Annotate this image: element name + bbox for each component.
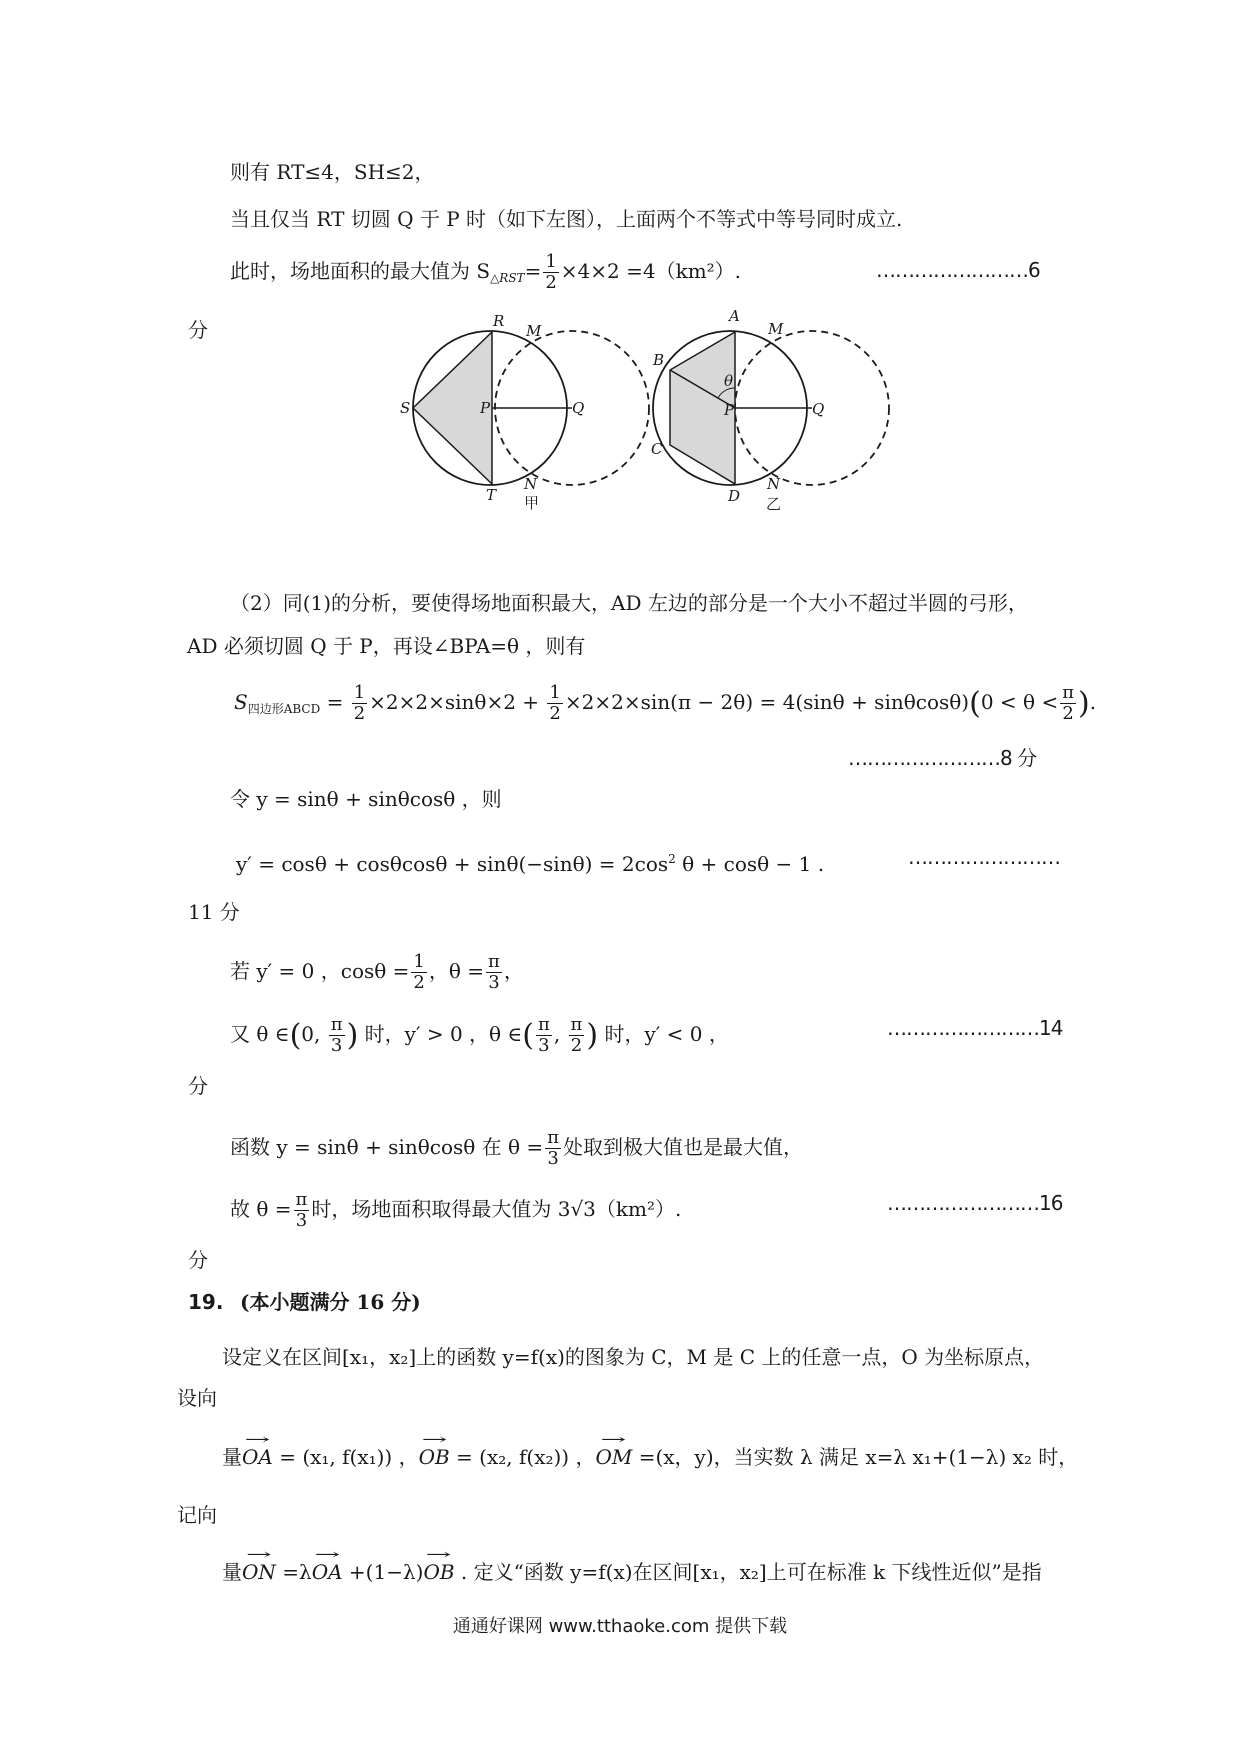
fraction-den: 2 (413, 972, 425, 993)
caption-yi: 乙 (766, 495, 782, 513)
formula-seg: 量 (222, 1560, 242, 1584)
formula-seg: 0, (301, 1022, 327, 1046)
label-c: C (651, 440, 663, 458)
page-footer: 通通好课网 www.tthaoke.com 提供下载 (452, 1616, 788, 1637)
subscript: △RST (490, 271, 525, 285)
score-label: 分 (188, 1248, 208, 1272)
label-r: R (493, 312, 505, 330)
formula-seg: 时，场地面积取得最大值为 3√3（km²）. (311, 1197, 682, 1221)
fraction-num: π (570, 1014, 583, 1035)
paren: ) (346, 1018, 359, 1053)
fraction-num: π (1062, 682, 1075, 703)
formula-seg: 0 < θ < (980, 690, 1059, 714)
text-line-1: 则有 RT≤4，SH≤2， (230, 160, 435, 184)
formula-seg: ×2×2×sin(π − 2θ) = 4(sinθ + sinθcosθ) (564, 690, 970, 714)
figure-left (400, 312, 649, 512)
fraction-half (352, 683, 367, 724)
label-s: S (400, 399, 411, 417)
fraction-den: 3 (330, 1035, 343, 1056)
fraction-den: 2 (353, 703, 366, 724)
figure-right (651, 307, 889, 513)
q19-line-1: 设定义在区间[x₁，x₂]上的函数 y=f(x)的图象为 C，M 是 C 上的任意一点，O 为坐标原点， (222, 1345, 1045, 1369)
text-seg: ×4×2 =4（km²）. (560, 259, 742, 283)
geometry-figure (400, 300, 920, 525)
formula-seg: ，θ = (428, 959, 485, 983)
score-dots-11: …………………… (908, 845, 1060, 869)
formula-seg: +(1−λ) (342, 1560, 424, 1584)
let-line: 令 y = sinθ + sinθcosθ ，则 (230, 787, 502, 811)
formula-seg: ， (503, 959, 524, 983)
label-m: M (768, 320, 784, 338)
paren: ) (1078, 686, 1090, 721)
fraction-num: π (537, 1014, 550, 1035)
label-m: M (526, 322, 542, 340)
fraction-pi-3 (486, 952, 502, 993)
label-n: N (767, 475, 781, 493)
label-b: B (653, 351, 665, 369)
function-line (230, 1128, 803, 1169)
q19-line-3 (222, 1443, 1078, 1471)
fraction-den: 3 (488, 972, 500, 993)
question-title: (本小题满分 16 分) (240, 1290, 421, 1314)
formula-seg: 函数 y = sinθ + sinθcosθ 在 θ = (230, 1135, 544, 1159)
fraction-den: 3 (547, 1148, 559, 1169)
part2-line-1: （2）同(1)的分析，要使得场地面积最大，AD 左边的部分是一个大小不超过半圆的弓形， (230, 591, 1028, 615)
formula-seg: 故 θ = (230, 1197, 292, 1221)
formula-seg: 时，y′ > 0 ，θ ∈ (358, 1022, 523, 1046)
formula-seg: . (1089, 690, 1097, 714)
text-seg: 此时，场地面积的最大值为 S (230, 259, 491, 283)
formula-seg: 又 θ ∈ (230, 1022, 290, 1046)
conclusion-line (230, 1190, 681, 1231)
fraction-num: π (330, 1014, 343, 1035)
question-number: 19. (188, 1290, 224, 1314)
formula-seg: 处取到极大值也是最大值， (563, 1135, 804, 1159)
formula-seg: =λ (275, 1560, 312, 1584)
fraction-pi-3 (536, 1015, 552, 1056)
fraction-half (411, 952, 426, 993)
label-t: T (486, 486, 497, 504)
vector-om: → OM (595, 1443, 632, 1471)
label-a: A (729, 307, 740, 325)
formula-seg: . 定义“函数 y=f(x)在区间[x₁，x₂]上可在标准 k 下线性近似”是指 (454, 1560, 1042, 1584)
label-p: P (724, 401, 735, 419)
fraction-den: 3 (295, 1210, 308, 1231)
fraction-num: 1 (545, 251, 557, 272)
fraction-pi-2 (569, 1015, 585, 1056)
text-line-2: 当且仅当 RT 切圆 Q 于 P 时（如下左图），上面两个不等式中等号同时成立. (230, 207, 903, 231)
paren: ) (586, 1018, 599, 1053)
label-n: N (524, 475, 538, 493)
score-dots-14: ……………………14 (887, 1016, 1063, 1040)
fraction-den: 2 (1062, 703, 1074, 724)
vector-oa: → OA (242, 1443, 273, 1471)
fraction-pi-3 (545, 1128, 561, 1169)
score-dots-8: ……………………8 分 (848, 746, 1037, 770)
fraction-pi-3 (294, 1190, 310, 1231)
also-line: 又 θ ∈(0, $\frac{\pi}{3}$ ) 时，y′ > 0 ，θ ∈( $\frac{\pi}{3}$ , $\frac{\pi}{2}$ ) 时，y′ < 0 ， (230, 1014, 729, 1056)
vector-ob: → OB (419, 1443, 450, 1471)
q19-line-4: 记向 (177, 1503, 217, 1527)
fraction-num: π (488, 951, 500, 972)
text-line-3 (230, 252, 741, 293)
area-symbol: S (234, 690, 248, 714)
formula-seg: =(x，y)，当实数 λ 满足 x=λ x₁+(1−λ) x₂ 时， (632, 1445, 1079, 1469)
formula-seg: = (326, 690, 350, 714)
label-p: P (480, 399, 491, 417)
area-formula (234, 683, 1096, 724)
paren: ( (289, 1018, 302, 1053)
caption-jia: 甲 (524, 494, 540, 512)
paren: ( (969, 686, 981, 721)
fraction-num: π (547, 1127, 560, 1148)
vector-on: → ON (242, 1558, 276, 1586)
paren: ( (522, 1018, 534, 1053)
fraction-num: 1 (549, 682, 561, 703)
score-dots-16: ……………………16 (887, 1191, 1063, 1215)
label-theta: θ (724, 372, 734, 390)
formula-seg: = (x₂, f(x₂)) ， (449, 1445, 596, 1469)
vector-oa: → OA (312, 1558, 343, 1586)
fraction-num: 1 (413, 951, 425, 972)
fraction-pi-2 (1060, 683, 1076, 724)
vector-ob: → OB (423, 1558, 454, 1586)
area-subscript: 四边形ABCD (247, 702, 321, 716)
score-label: 分 (188, 318, 208, 342)
formula-seg: 若 y′ = 0 ，cosθ = (230, 959, 410, 983)
score-label-11: 11 分 (188, 900, 240, 924)
fraction-den: 2 (549, 703, 561, 724)
fraction-num: π (295, 1189, 308, 1210)
score-dots-6: ……………………6 (876, 258, 1040, 282)
fraction-half (543, 252, 558, 293)
score-label: 分 (188, 1074, 208, 1098)
formula-seg: 时，y′ < 0 ， (598, 1022, 729, 1046)
q19-line-5 (222, 1558, 1042, 1586)
formula-seg: = (x₁, f(x₁)) ， (272, 1445, 419, 1469)
superscript: 2 (668, 852, 676, 866)
part2-line-2: AD 必须切圆 Q 于 P，再设∠BPA=θ ，则有 (187, 634, 586, 658)
fraction-den: 2 (570, 1035, 583, 1056)
q19-line-2: 设向 (177, 1386, 217, 1410)
derivative-line (236, 845, 824, 878)
fraction-num: 1 (353, 682, 366, 703)
formula-seg: 量 (222, 1445, 242, 1469)
label-q: Q (812, 400, 825, 418)
fraction-den: 2 (545, 272, 557, 293)
fraction-half (547, 683, 562, 724)
text-seg: = (524, 259, 542, 283)
fraction-pi-3 (329, 1015, 345, 1056)
label-d: D (728, 487, 741, 505)
formula-seg: y′ = cosθ + cosθcosθ + sinθ(−sinθ) = 2cos (236, 852, 669, 876)
formula-seg: ×2×2×sinθ×2 + (369, 690, 546, 714)
formula-seg: θ + cosθ − 1 . (675, 852, 825, 876)
fraction-den: 3 (538, 1035, 550, 1056)
label-q: Q (572, 399, 585, 417)
if-line (230, 952, 524, 993)
